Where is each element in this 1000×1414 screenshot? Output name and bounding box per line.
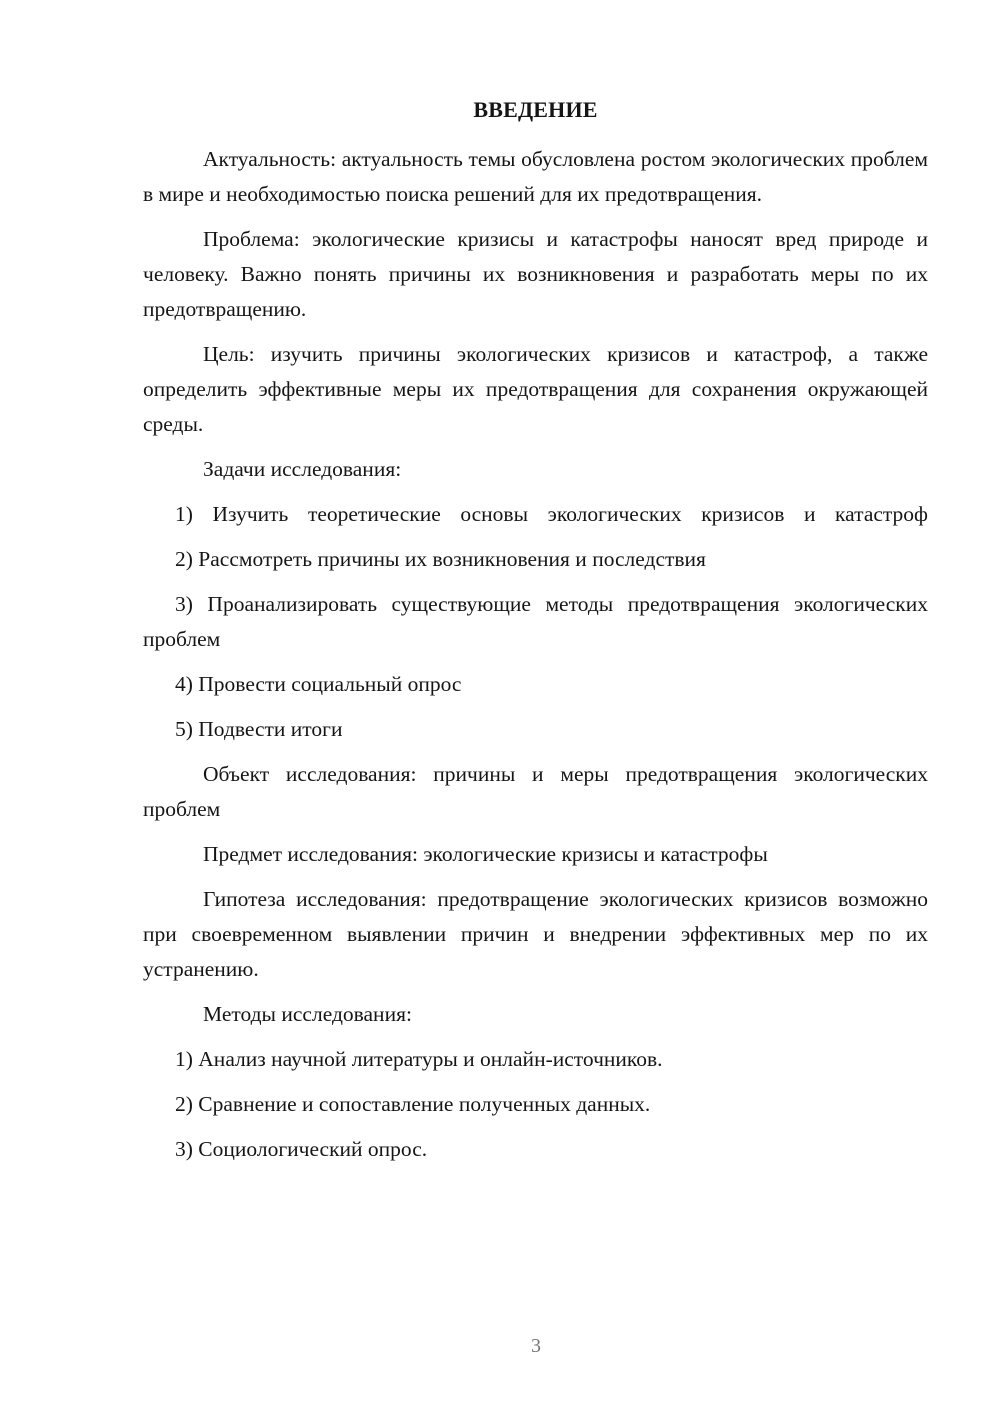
tasks-heading: Задачи исследования: bbox=[203, 457, 402, 481]
hypothesis-paragraph: Гипотеза исследования: предотвращение экологических кризисов возможно при своевременном выявлении причин и внедрении эффективных мер по их устранению. bbox=[143, 887, 928, 981]
task-item-1: 1) Изучить теоретические основы экологических кризисов и катастроф bbox=[175, 502, 928, 526]
page-number: 3 bbox=[531, 1335, 541, 1357]
method-item-3: 3) Социологический опрос. bbox=[175, 1137, 428, 1161]
method-item-2: 2) Сравнение и сопоставление полученных данных. bbox=[175, 1092, 651, 1116]
page-body bbox=[143, 142, 928, 1177]
method-item-1: 1) Анализ научной литературы и онлайн-источников. bbox=[175, 1047, 663, 1071]
problem-paragraph: Проблема: экологические кризисы и катастрофы наносят вред природе и человеку. Важно понять причины их возникновения и разработать меры по их предотвращению. bbox=[143, 227, 928, 321]
task-item-3: 3) Проанализировать существующие методы предотвращения экологических проблем bbox=[143, 592, 928, 651]
task-item-2: 2) Рассмотреть причины их возникновения и последствия bbox=[175, 547, 706, 571]
task-item-5: 5) Подвести итоги bbox=[175, 717, 343, 741]
relevance-paragraph: Актуальность: актуальность темы обусловлена ростом экологических проблем в мире и необходимостью поиска решений для их предотвращения. bbox=[143, 147, 928, 206]
subject-paragraph: Предмет исследования: экологические кризисы и катастрофы bbox=[203, 842, 768, 866]
task-item-4: 4) Провести социальный опрос bbox=[175, 672, 462, 696]
methods-heading: Методы исследования: bbox=[203, 1002, 412, 1026]
object-paragraph: Объект исследования: причины и меры предотвращения экологических проблем bbox=[143, 762, 928, 821]
goal-paragraph: Цель: изучить причины экологических кризисов и катастроф, а также определить эффективные меры их предотвращения для сохранения окружающей среды. bbox=[143, 342, 928, 436]
section-heading: ВВЕДЕНИЕ bbox=[473, 97, 598, 122]
